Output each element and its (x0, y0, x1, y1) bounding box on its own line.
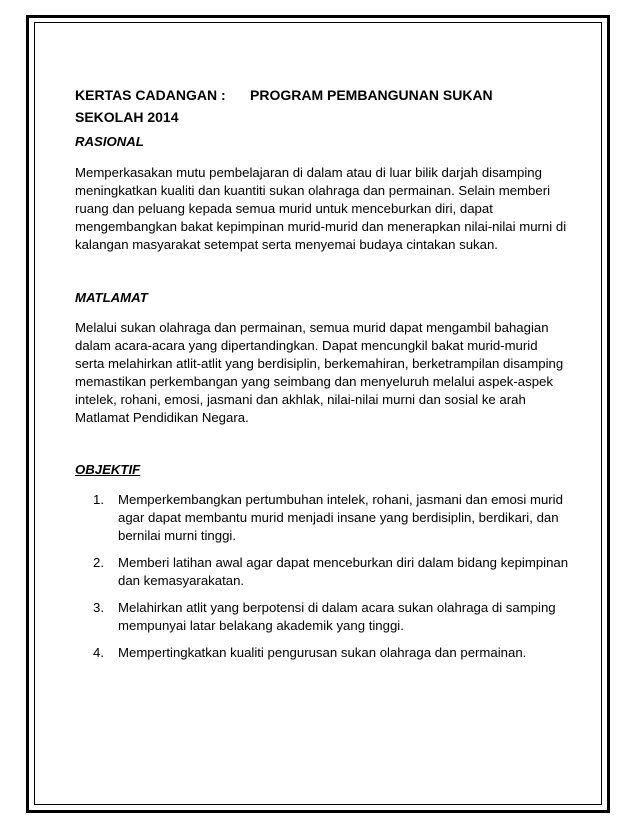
title-label: KERTAS CADANGAN : (75, 87, 226, 103)
list-item (81, 491, 570, 545)
list-item-text: Melahirkan atlit yang berpotensi di dalam acara sukan olahraga di samping mempunyai latar belakang akademik yang tinggi. (118, 600, 556, 633)
title-line-1 (75, 84, 570, 106)
title-program: PROGRAM PEMBANGUNAN SUKAN (250, 87, 493, 103)
section-heading-objektif: OBJEKTIF (75, 462, 141, 477)
document-body (75, 84, 570, 671)
list-item-number: 3. (93, 600, 104, 615)
section-text-matlamat: Melalui sukan olahraga dan permainan, semua murid dapat mengambil bahagian dalam acara-acara yang dipertandingkan. Dapat mencungkil bakat murid-murid serta melahirkan atlit-atlit yang berdisiplin, berkemahiran, berketrampilan disamping memastikan perkembangan yang seimbang dan menyeluruh melalui aspek-aspek intelek, rohani, emosi, jasmani dan akhlak, nilai-nilai murni dan sosial ke arah Matlamat Pendidikan Negara. (75, 320, 564, 425)
section-text-rasional: Memperkasakan mutu pembelajaran di dalam atau di luar bilik darjah disamping meningkatkan kualiti dan kuantiti sukan olahraga dan permainan. Selain memberi ruang dan peluang kepada semua murid untuk menceburkan diri, dapat mengembangkan bakat kepimpinan murid-murid dan menerapkan nilai-nilai murni di kalangan masyarakat setempat serta menyemai budaya cintakan sukan. (75, 165, 567, 252)
list-item-text: Memperkembangkan pertumbuhan intelek, rohani, jasmani dan emosi murid agar dapat membantu murid menjadi insane yang berdisiplin, berdikari, dan bernilai murni tinggi. (118, 492, 563, 543)
list-item-number: 2. (93, 555, 104, 570)
list-item-text: Memberi latihan awal agar dapat menceburkan diri dalam bidang kepimpinan dan kemasyarakatan. (118, 555, 569, 588)
list-item-number: 4. (93, 645, 104, 660)
list-item-number: 1. (93, 492, 104, 507)
list-item (81, 644, 570, 662)
document-title (75, 84, 570, 128)
list-item (81, 554, 570, 590)
title-line-2: SEKOLAH 2014 (75, 109, 179, 125)
list-item-text: Mempertingkatkan kualiti pengurusan sukan olahraga dan permainan. (118, 645, 527, 660)
objectives-list (75, 491, 570, 662)
section-heading-matlamat: MATLAMAT (75, 290, 148, 305)
section-heading-rasional: RASIONAL (75, 134, 144, 149)
list-item (81, 599, 570, 635)
